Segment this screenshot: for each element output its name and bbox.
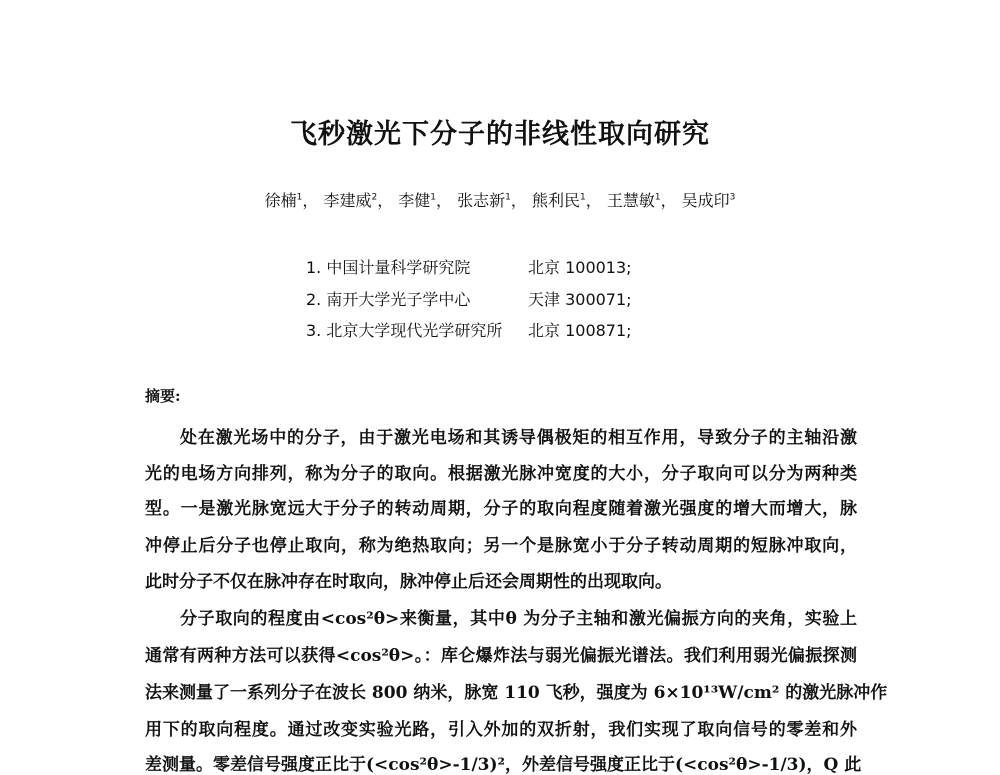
author: 李健 (398, 191, 431, 210)
abstract-line: 差测量。零差信号强度正比于(<cos²θ>-1/3)²，外差信号强度正比于(<cos²θ>-1/3)，Q 此 (145, 755, 862, 775)
affiliation-place: 天津 300071; (528, 290, 632, 309)
author-affiliation-mark: 1 (296, 192, 303, 203)
author-affiliation-mark: 2 (371, 192, 378, 203)
author-list: 徐楠$^1$， 李建威$^2$， 李健$^1$， 张志新$^1$， 熊利民$^1$， 王慧敏$^1$， 吴成印$^3$ (264, 191, 736, 210)
affiliation-name: 3. 北京大学现代光学研究所 (306, 321, 503, 340)
author: 张志新 (457, 191, 506, 210)
abstract-line: 通常有两种方法可以获得<cos²θ>。：库仑爆炸法与弱光偏振光谱法。我们利用弱光偏振探测 (145, 646, 857, 666)
affiliation-3 (306, 318, 632, 341)
abstract-line: 法来测量了一系列分子在波长 800 纳米，脉宽 110 飞秒，强度为 6×10¹³W/cm² 的激光脉冲作 (145, 683, 888, 703)
abstract-line: 冲停止后分子也停止取向，称为绝热取向；另一个是脉宽小于分子转动周期的短脉冲取向， (145, 536, 857, 556)
author: 李建威 (323, 191, 372, 210)
abstract-line: 分子取向的程度由<cos²θ>来衡量，其中θ 为分子主轴和激光偏振方向的夹角，实验上 (180, 609, 857, 629)
author: 吴成印 (681, 191, 730, 210)
author-affiliation-mark: 1 (654, 192, 661, 203)
affiliation-name: 1. 中国计量科学研究院 (306, 258, 471, 277)
affiliation-1 (306, 255, 632, 278)
abstract-line: 处在激光场中的分子，由于激光电场和其诱导偶极矩的相互作用，导致分子的主轴沿激 (180, 428, 857, 448)
abstract-line: 型。一是激光脉宽远大于分子的转动周期，分子的取向程度随着激光强度的增大而增大，脉 (145, 499, 857, 519)
abstract-line: 用下的取向程度。通过改变实验光路，引入外加的双折射，我们实现了取向信号的零差和外 (145, 720, 857, 740)
author-affiliation-mark: 1 (430, 192, 437, 203)
author-affiliation-mark: 1 (505, 192, 511, 203)
author: 熊利民 (531, 191, 580, 210)
affiliation-place: 北京 100871; (528, 321, 632, 340)
paper-title: 飞秒激光下分子的非线性取向研究 (290, 119, 710, 150)
abstract-label: 摘要: (145, 387, 181, 405)
author-affiliation-mark: 1 (579, 192, 586, 203)
author: 王慧敏 (606, 191, 655, 210)
author-affiliation-mark: 3 (729, 192, 736, 203)
affiliation-place: 北京 100013; (528, 258, 632, 277)
author: 徐楠 (264, 191, 297, 210)
abstract-line: 此时分子不仅在脉冲存在时取向，脉冲停止后还会周期性的出现取向。 (145, 572, 672, 592)
affiliation-name: 2. 南开大学光子学中心 (306, 290, 471, 309)
abstract-line: 光的电场方向排列，称为分子的取向。根据激光脉冲宽度的大小，分子取向可以分为两种类 (145, 464, 857, 484)
affiliation-2 (306, 287, 632, 310)
